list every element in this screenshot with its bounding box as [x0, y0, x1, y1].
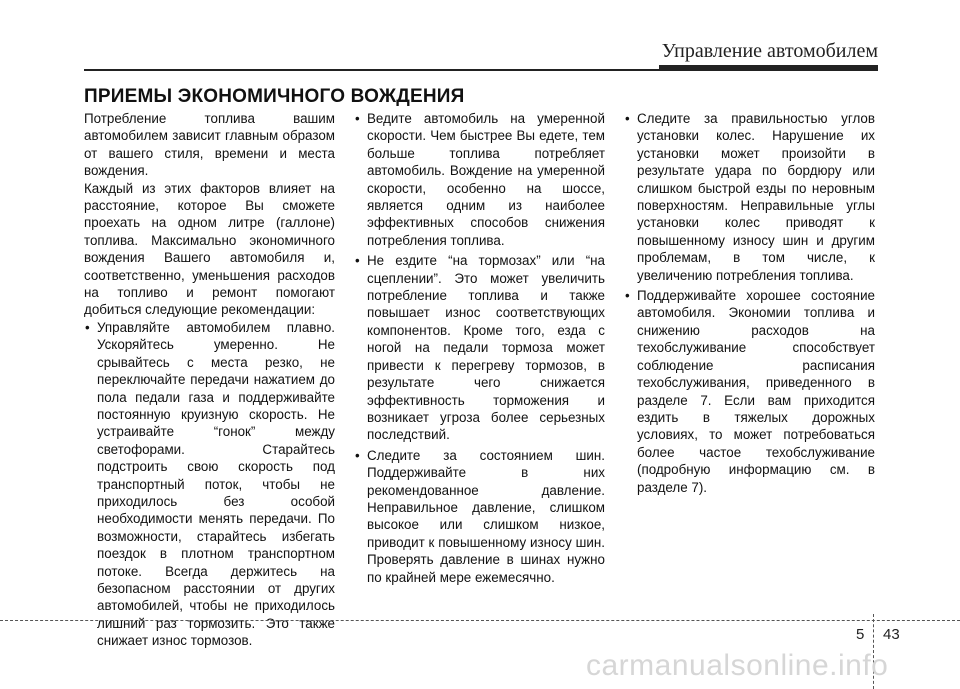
bullet-item: • Следите за состоянием шин. Поддерживайте в них рекомендованное давление. Неправильное давление, слишком высокое или слишком низкое, приводит к повышенному износу шин. Проверять давление в шинах нужно по крайней мере ежемесячно.	[354, 447, 605, 586]
bullet-list	[84, 319, 335, 650]
bullet-list	[354, 110, 605, 586]
running-header-title: Управление автомобилем	[661, 40, 878, 62]
text-column-1	[84, 110, 335, 653]
text-column-2	[354, 110, 605, 589]
bullet-item: • Управляйте автомобилем плавно. Ускоряйтесь умеренно. Не срывайтесь с места резко, не переключайте передачи нажатием до пола педали газа и поддерживайте постоянную круизную скорость. Не устраивайте “гонок” между светофорами. Старайтесь подстроить свою скорость под транспортный поток, чтобы не приходилось без особой необходимости менять передачи. По возможности, старайтесь избегать поездок в плотном транспортном потоке. Всегда держитесь на безопасном расстоянии от других автомобилей, чтобы не приходилось лишний раз тормозить. Это также снижает износ тормозов.	[84, 319, 335, 650]
footer-rule	[0, 620, 960, 621]
bullet-item: • Не ездите “на тормозах” или “на сцеплении”. Это может увеличить потребление топлива и также повышает износ соответствующих компонентов. Кроме того, езда с ногой на педали тормоза может привести к перегреву тормозов, в результате чего снижается эффективность торможения и возникает угроза более серьезных последствий.	[354, 252, 605, 443]
bullet-item: • Следите за правильностью углов установки колес. Нарушение их установки может произойти в результате удара по бордюру или слишком быстрой езды по неровным поверхностям. Неправильные углы установки колес приводят к повышенному износу шин и другим проблемам, в том числе, к увеличению потребления топлива.	[624, 110, 875, 284]
chapter-number: 5	[856, 626, 865, 643]
bullet-list	[624, 110, 875, 496]
paragraph: Потребление топлива вашим автомобилем зависит главным образом от вашего стиля, времени и места вождения.	[84, 111, 335, 179]
watermark: carmanualsonline.info	[586, 649, 889, 682]
header-rule-accent	[659, 65, 878, 71]
bullet-item: • Ведите автомобиль на умеренной скорости. Чем быстрее Вы едете, тем больше топлива потребляет автомобиль. Вождение на умеренной скорости, особенно на шоссе, является одним из наиболее эффективных способов снижения потребления топлива.	[354, 110, 605, 249]
paragraph: Каждый из этих факторов влияет на расстояние, которое Вы сможете проехать на одном литре (галлоне) топлива. Максимально экономичного вождения Вашего автомобиля и, соответственно, уменьшения расходов на топливо и ремонт помогают добиться следующие рекомендации:	[84, 180, 335, 318]
section-title: ПРИЕМЫ ЭКОНОМИЧНОГО ВОЖДЕНИЯ	[84, 86, 465, 107]
bullet-item: • Поддерживайте хорошее состояние автомобиля. Экономии топлива и снижению расходов на техобслуживание способствует соблюдение расписания техобслуживания, приведенного в разделе 7. Если вам приходится ездить в тяжелых дорожных условиях, то может потребоваться более частое техобслуживание (подробную информацию см. в разделе 7).	[624, 287, 875, 496]
page-number: 43	[883, 626, 900, 643]
text-column-3	[624, 110, 875, 499]
